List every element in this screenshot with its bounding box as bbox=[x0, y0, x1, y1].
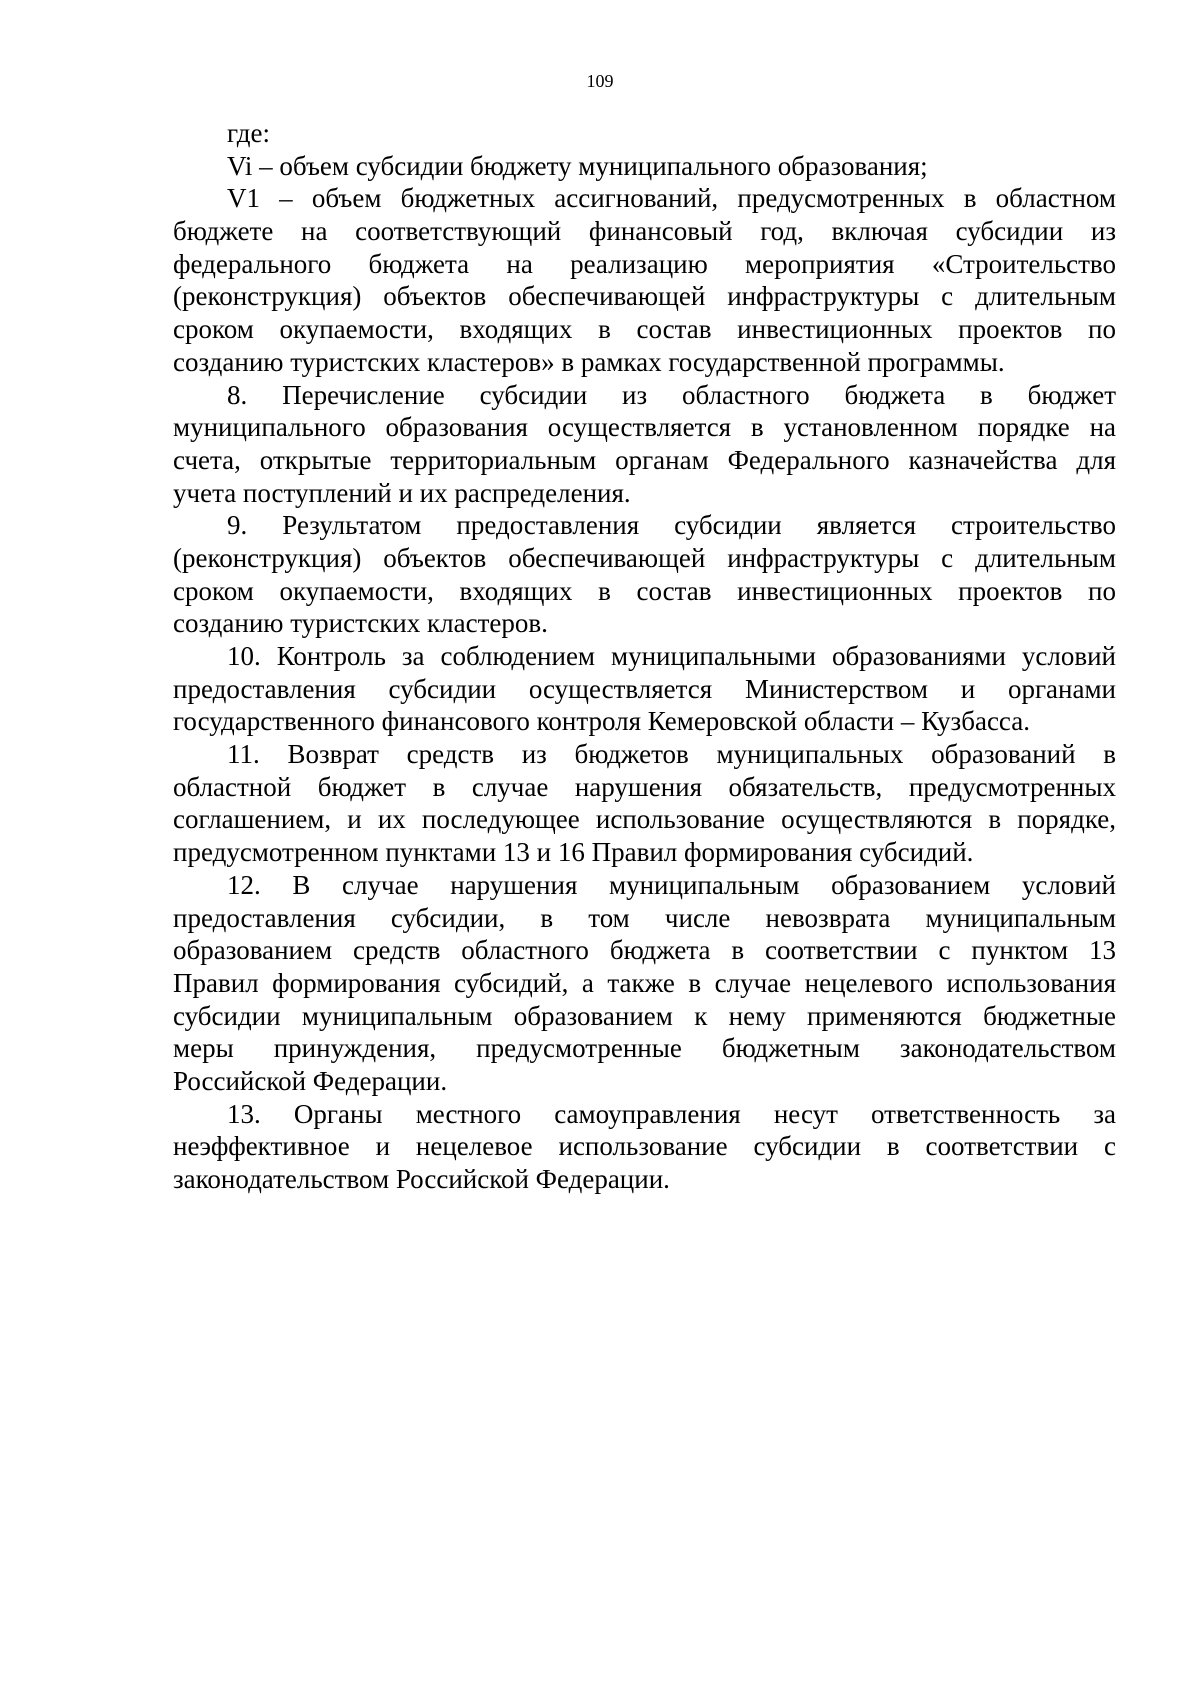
paragraph-item-9 bbox=[173, 509, 1116, 640]
text-line: соглашением, и их последующее использование осуществляются в порядке, bbox=[173, 804, 1116, 835]
paragraph-item-12 bbox=[173, 869, 1116, 1098]
page-number: 109 bbox=[586, 71, 614, 91]
text-line: где: bbox=[227, 118, 270, 148]
text-line: субсидии муниципальным образованием к нему применяются бюджетные bbox=[173, 1000, 1116, 1031]
text-line: счета, открытые территориальным органам Федерального казначейства для bbox=[173, 444, 1116, 475]
paragraph-v1-def bbox=[173, 182, 1116, 378]
text-line: созданию туристских кластеров. bbox=[173, 608, 548, 639]
text-line: меры принуждения, предусмотренные бюджетным законодательством bbox=[173, 1033, 1116, 1064]
text-line: федерального бюджета на реализацию мероприятия «Строительство bbox=[173, 248, 1116, 279]
text-line: законодательством Российской Федерации. bbox=[173, 1164, 670, 1194]
text-line: 9. Результатом предоставления субсидии является строительство bbox=[227, 510, 1116, 541]
text-line: сроком окупаемости, входящих в состав инвестиционных проектов по bbox=[173, 575, 1116, 606]
text-line: государственного финансового контроля Кемеровской области – Кузбасса. bbox=[173, 706, 1030, 737]
text-line: 13. Органы местного самоуправления несут ответственность за bbox=[227, 1098, 1116, 1129]
text-line: учета поступлений и их распределения. bbox=[173, 477, 631, 508]
paragraph-item-13 bbox=[173, 1098, 1116, 1196]
text-line: созданию туристских кластеров» в рамках государственной программы. bbox=[173, 346, 1005, 377]
text-line: (реконструкция) объектов обеспечивающей инфраструктуры с длительным bbox=[173, 281, 1116, 312]
text-line: 12. В случае нарушения муниципальным образованием условий bbox=[227, 869, 1116, 900]
paragraph-item-8 bbox=[173, 379, 1116, 510]
text-line: 10. Контроль за соблюдением муниципальными образованиями условий bbox=[227, 641, 1116, 671]
text-line: V1 – объем бюджетных ассигнований, предусмотренных в областном bbox=[227, 183, 1116, 214]
paragraph-vi-def bbox=[173, 150, 1116, 183]
text-line: предусмотренном пунктами 13 и 16 Правил формирования субсидий. bbox=[173, 837, 974, 868]
text-line: Правил формирования субсидий, а также в случае нецелевого использования bbox=[173, 967, 1116, 998]
text-line: неэффективное и нецелевое использование субсидии в соответствии с bbox=[173, 1131, 1116, 1162]
document-body bbox=[173, 117, 1116, 1196]
paragraph-where bbox=[173, 117, 1116, 150]
paragraph-item-10 bbox=[173, 640, 1116, 738]
text-line: областной бюджет в случае нарушения обязательств, предусмотренных bbox=[173, 771, 1116, 802]
text-line: предоставления субсидии, в том числе невозврата муниципальным bbox=[173, 902, 1116, 933]
text-line: предоставления субсидии осуществляется Министерством и органами bbox=[173, 673, 1116, 704]
text-line: Российской Федерации. bbox=[173, 1065, 448, 1096]
text-line: 11. Возврат средств из бюджетов муниципальных образований в bbox=[227, 739, 1116, 770]
text-line: (реконструкция) объектов обеспечивающей инфраструктуры с длительным bbox=[173, 542, 1116, 573]
text-line: образованием средств областного бюджета в соответствии с пунктом 13 bbox=[173, 935, 1116, 966]
paragraph-item-11 bbox=[173, 738, 1116, 869]
text-line: Vi – объем субсидии бюджету муниципального образования; bbox=[227, 150, 928, 181]
text-line: муниципального образования осуществляется в установленном порядке на bbox=[173, 412, 1116, 443]
text-line: 8. Перечисление субсидии из областного бюджета в бюджет bbox=[227, 379, 1116, 410]
text-line: сроком окупаемости, входящих в состав инвестиционных проектов по bbox=[173, 314, 1116, 345]
text-line: бюджете на соответствующий финансовый год, включая субсидии из bbox=[173, 216, 1116, 247]
